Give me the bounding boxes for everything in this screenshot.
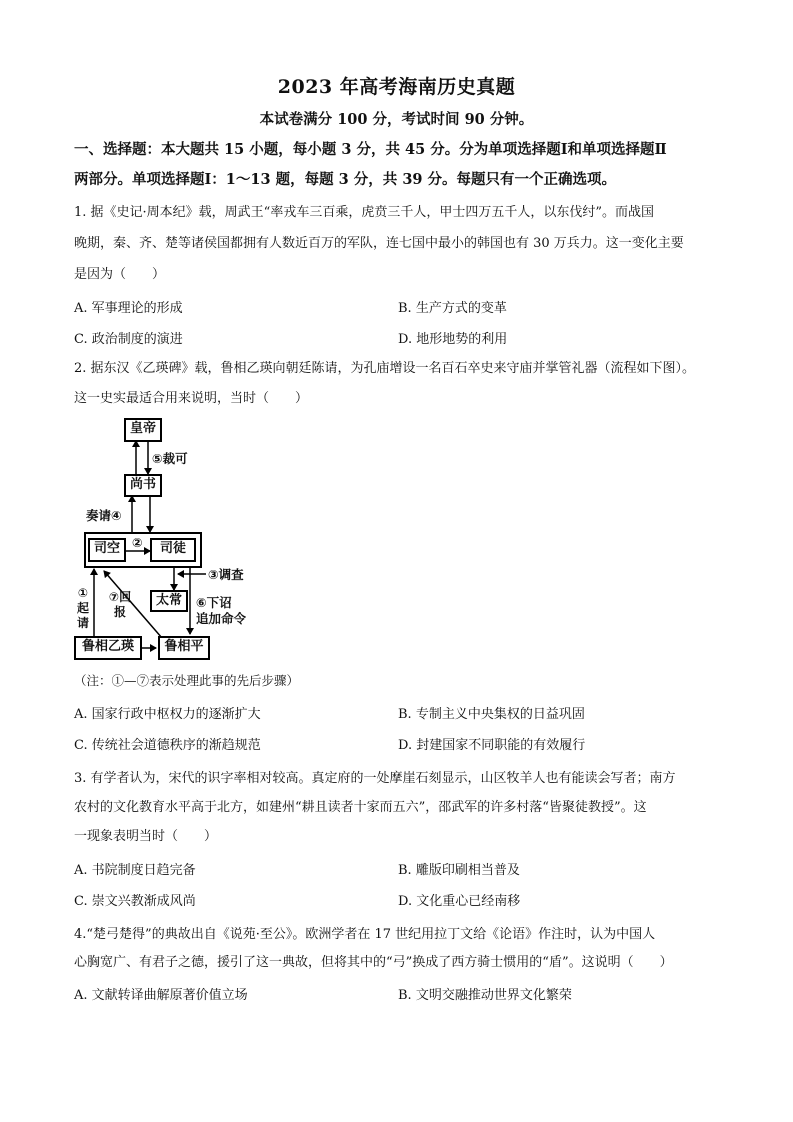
label-step-4: 奏请④	[86, 508, 122, 523]
node-sikong: 司空	[88, 538, 126, 562]
label-step-5: ⑤裁可	[152, 451, 188, 466]
label-step-6b: 追加命令	[196, 611, 247, 626]
label-step-6a: ⑥下诏	[196, 595, 232, 610]
option-a[interactable]: A. 文献转译曲解原著价值立场	[74, 988, 248, 1003]
option-c[interactable]: C. 政治制度的演进	[74, 332, 183, 347]
option-c[interactable]: C. 传统社会道德秩序的渐趋规范	[74, 738, 261, 753]
question-text-line: 这一史实最适合用来说明，当时（ ）	[74, 391, 309, 406]
question-text-line: 一现象表明当时（ ）	[74, 829, 218, 844]
option-d[interactable]: D. 地形地势的利用	[398, 332, 508, 347]
section-heading-line-2: 两部分。单项选择题Ⅰ：1～13 题，每题 3 分，共 39 分。每题只有一个正确选项。	[74, 171, 617, 188]
node-yiying: 鲁相乙瑛	[74, 636, 142, 660]
node-emperor: 皇帝	[124, 418, 162, 442]
option-d[interactable]: D. 封建国家不同职能的有效履行	[398, 738, 586, 753]
node-taichang: 太常	[150, 590, 188, 612]
option-b[interactable]: B. 生产方式的变革	[398, 301, 507, 316]
question-text-line: 2. 据东汉《乙瑛碑》载，鲁相乙瑛向朝廷陈请，为孔庙增设一名百石卒史来守庙并掌管礼器（流程如下图）。	[74, 361, 696, 376]
question-text-line: 3. 有学者认为，宋代的识字率相对较高。真定府的一处摩崖石刻显示，山区牧羊人也有能读会写者；南方	[74, 771, 676, 786]
label-step-2: ②	[132, 535, 143, 550]
node-shangshu: 尚书	[124, 474, 162, 497]
option-c[interactable]: C. 崇文兴教渐成风尚	[74, 894, 196, 909]
label-step-7: ⑦回报	[108, 590, 132, 619]
option-a[interactable]: A. 书院制度日趋完备	[74, 863, 196, 878]
question-text-line: 1. 据《史记·周本纪》载，周武王“率戎车三百乘，虎贲三千人，甲士四万五千人，以东伐纣”。而战国	[74, 205, 654, 220]
option-b[interactable]: B. 专制主义中央集权的日益巩固	[398, 707, 585, 722]
option-d[interactable]: D. 文化重心已经南移	[398, 894, 521, 909]
page-subtitle: 本试卷满分 100 分，考试时间 90 分钟。	[259, 111, 534, 128]
option-b[interactable]: B. 雕版印刷相当普及	[398, 863, 520, 878]
label-step-1: ①起请	[76, 586, 89, 630]
section-heading-line-1: 一、选择题：本大题共 15 小题，每小题 3 分，共 45 分。分为单项选择题Ⅰ和单项选择题Ⅱ	[74, 141, 667, 158]
label-step-3: ③调查	[208, 567, 244, 582]
flow-diagram	[70, 414, 270, 666]
question-text-line: 农村的文化教育水平高于北方，如建州“耕且读者十家而五六”，邵武军的许多村落“皆聚徒教授”。这	[74, 800, 647, 815]
question-text-line: 晚期，秦、齐、楚等诸侯国都拥有人数近百万的军队，连七国中最小的韩国也有 30 万兵力。这一变化主要	[74, 236, 684, 251]
question-text-line: 4.“楚弓楚得”的典故出自《说苑·至公》。欧洲学者在 17 世纪用拉丁文给《论语》作注时，认为中国人	[74, 927, 656, 942]
option-a[interactable]: A. 军事理论的形成	[74, 301, 183, 316]
option-a[interactable]: A. 国家行政中枢权力的逐渐扩大	[74, 707, 261, 722]
question-text-line: 是因为（ ）	[74, 267, 166, 282]
node-luxiangping: 鲁相平	[158, 636, 210, 660]
page-title: 2023 年高考海南历史真题	[277, 76, 516, 98]
option-b[interactable]: B. 文明交融推动世界文化繁荣	[398, 988, 572, 1003]
node-situ: 司徒	[150, 538, 196, 562]
question-text-line: 心胸宽广、有君子之德，援引了这一典故，但将其中的“弓”换成了西方骑士惯用的“盾”。这说明（ ）	[74, 955, 673, 970]
diagram-note: （注：①—⑦表示处理此事的先后步骤）	[74, 673, 300, 688]
